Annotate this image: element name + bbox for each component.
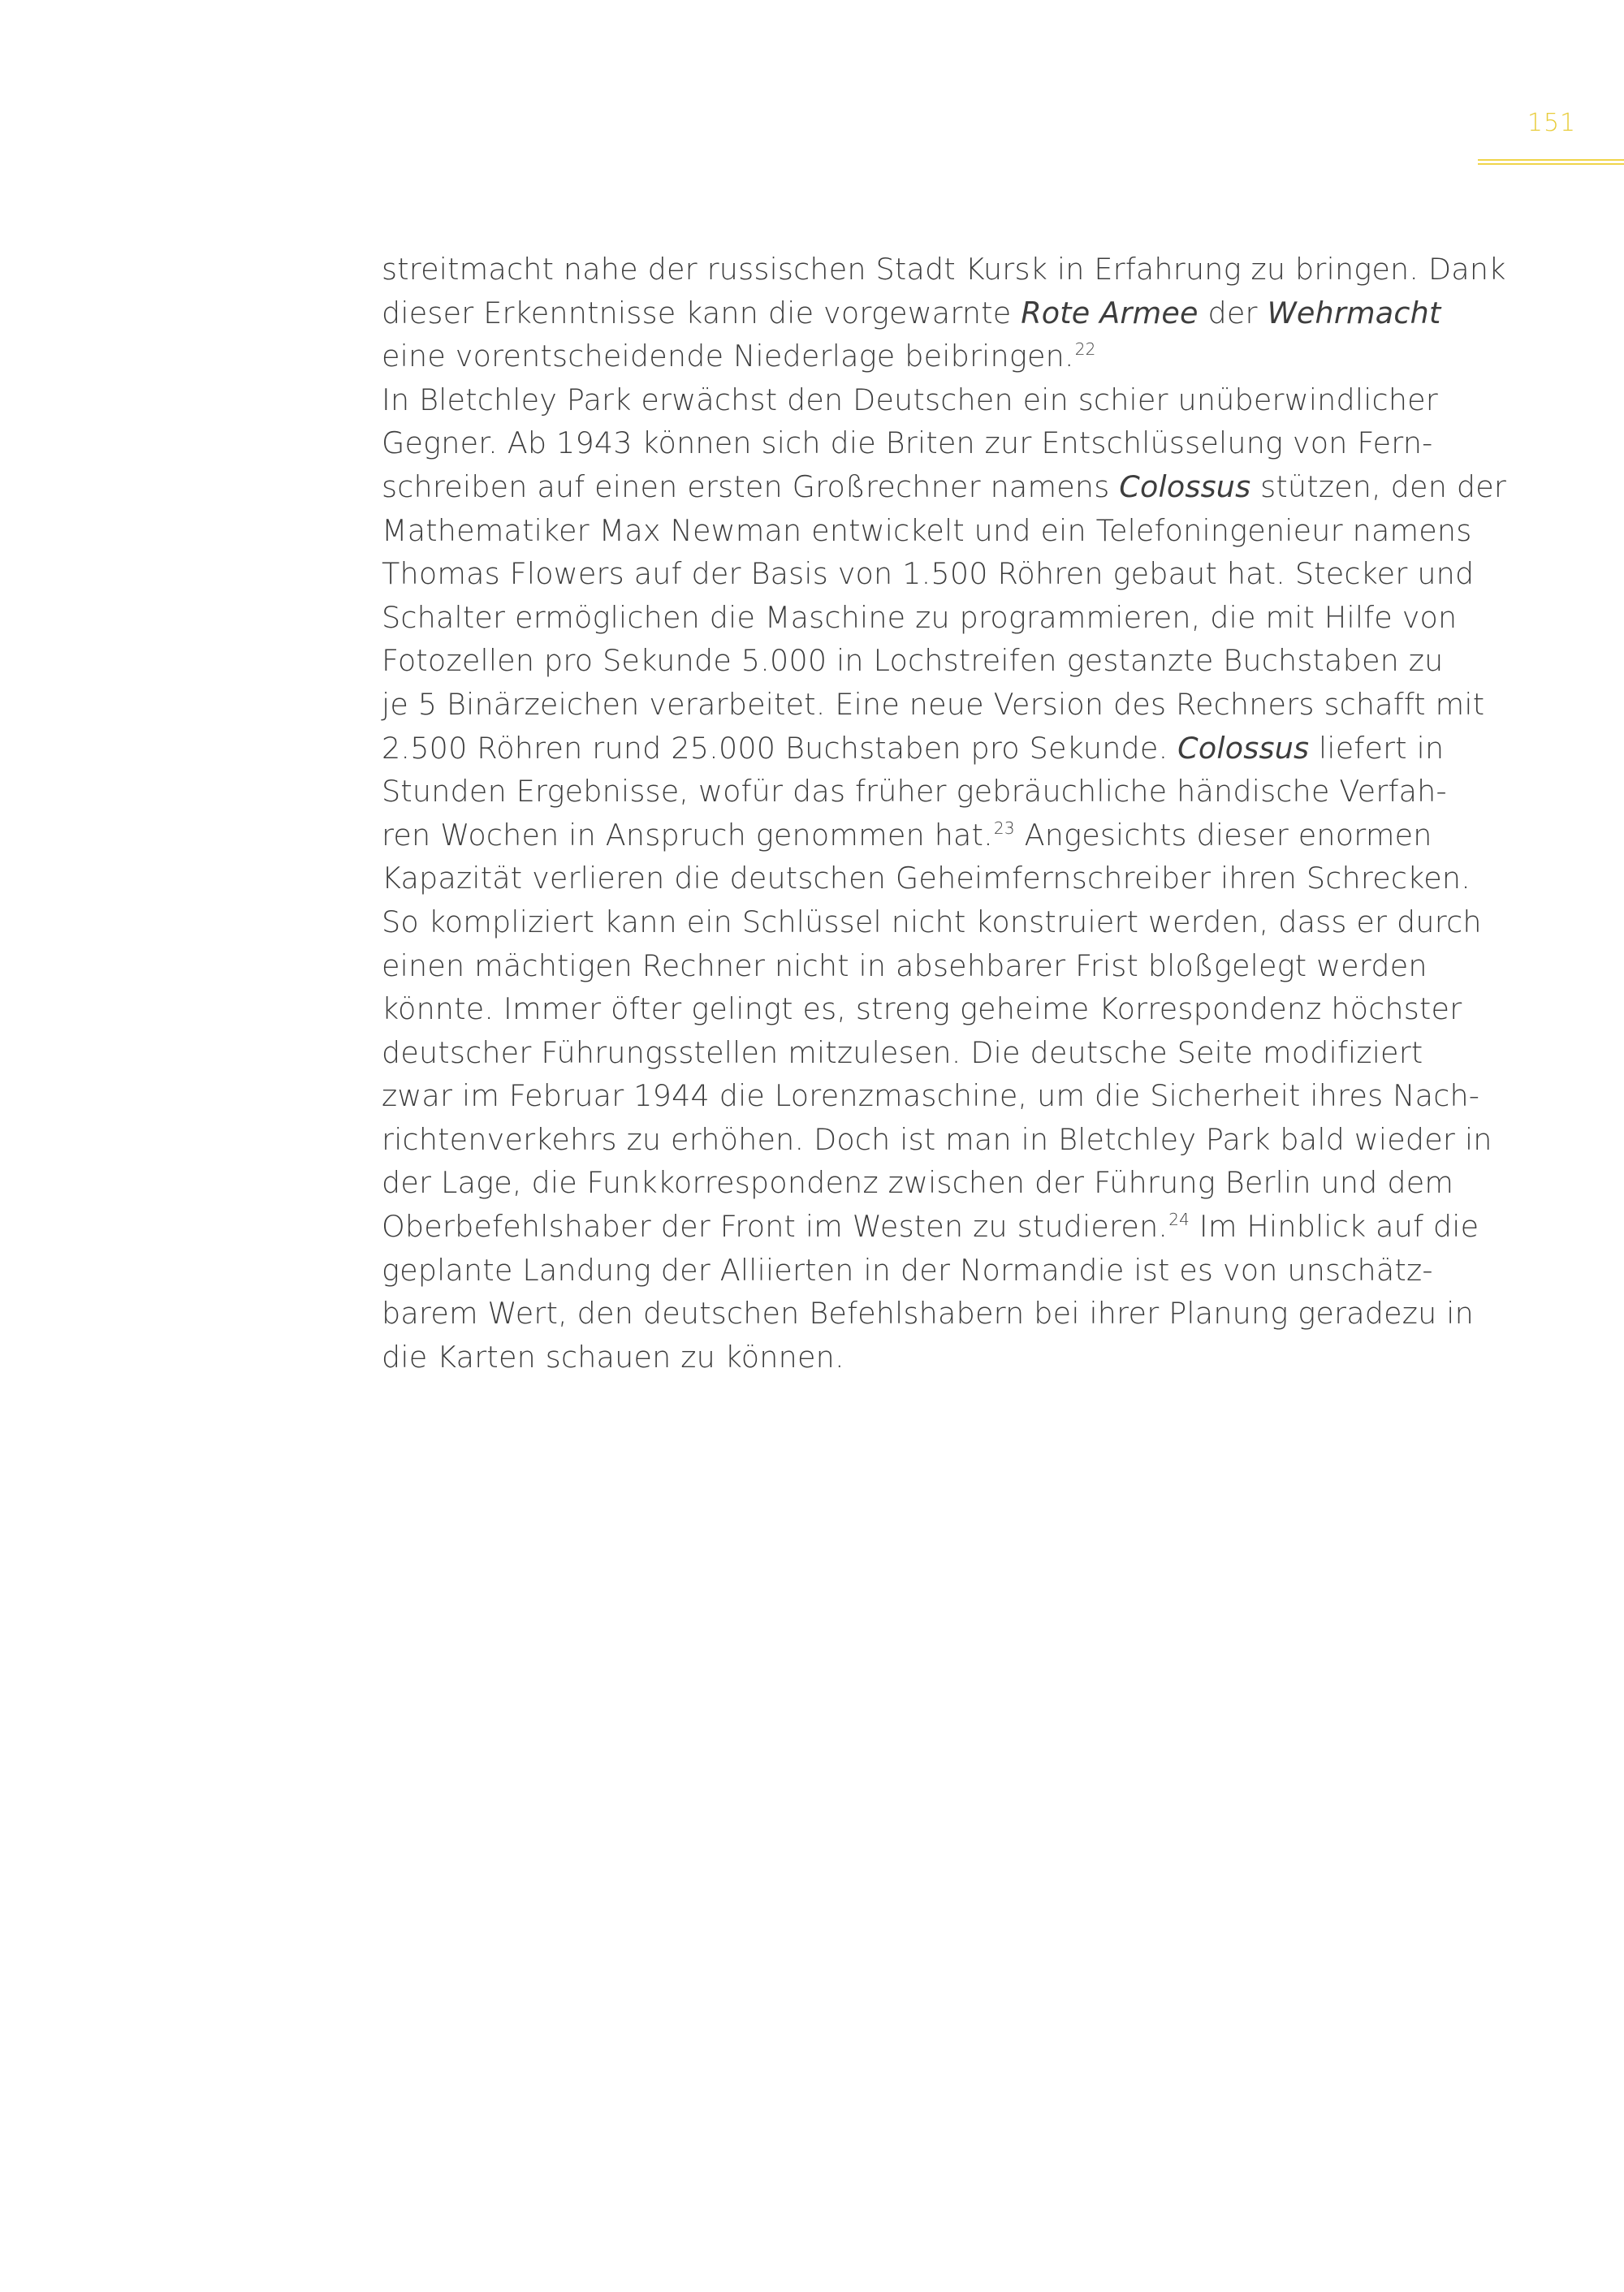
text-line	[382, 900, 1486, 944]
footnote-ref: 23	[993, 818, 1015, 838]
text-run: 2.500 Röhren rund 25.000 Buchstaben pro Sekunde.	[382, 730, 1178, 766]
text-line	[382, 683, 1486, 727]
text-line	[382, 1118, 1492, 1162]
italic-term: Rote Armee	[1021, 295, 1199, 330]
text-line	[382, 378, 1486, 422]
text-run: Im Hinblick auf die	[1190, 1209, 1479, 1245]
text-run: Kapazität verlieren die deutschen Geheimfernschreiber ihren Schrecken.	[382, 861, 1471, 896]
text-run: zwar im Februar 1944 die Lorenzmaschine, um die Sicherheit ihres Nach-	[382, 1078, 1480, 1114]
text-run: So kompliziert kann ein Schlüssel nicht konstruiert werden, dass er durch	[382, 904, 1482, 939]
text-run: schreiben auf einen ersten Großrechner namens	[382, 468, 1120, 504]
text-line	[382, 421, 1486, 465]
text-run: die Karten schauen zu können.	[382, 1339, 844, 1375]
text-run: stützen, den der	[1250, 468, 1507, 504]
text-run: liefert in	[1309, 730, 1445, 766]
text-run: der Lage, die Funkkorrespondenz zwischen der Führung Berlin und dem	[382, 1165, 1454, 1201]
text-line	[382, 291, 1486, 335]
footnote-ref: 24	[1168, 1210, 1190, 1230]
italic-term: Colossus	[1177, 730, 1310, 766]
page-number-rule	[1478, 159, 1624, 165]
text-run: streitmacht nahe der russischen Stadt Kursk in Erfahrung zu bringen. Dank	[382, 252, 1506, 287]
text-line	[382, 727, 1486, 770]
text-run: Thomas Flowers auf der Basis von 1.500 Röhren gebaut hat. Stecker und	[382, 556, 1475, 592]
text-run: Schalter ermöglichen die Maschine zu programmieren, die mit Hilfe von	[382, 599, 1458, 635]
text-line	[382, 465, 1507, 509]
text-line	[382, 1292, 1486, 1336]
italic-term: Wehrmacht	[1267, 295, 1441, 330]
text-line	[382, 987, 1486, 1031]
text-run: In Bletchley Park erwächst den Deutschen ein schier unüberwindlicher	[382, 382, 1439, 417]
text-run: Mathematiker Max Newman entwickelt und ein Telefoningenieur namens	[382, 512, 1472, 548]
text-line	[382, 770, 1486, 814]
text-run: Oberbefehlshaber der Front im Westen zu studieren.	[382, 1209, 1168, 1245]
text-run: richtenverkehrs zu erhöhen. Doch ist man in Bletchley Park bald wieder in	[382, 1121, 1492, 1157]
text-run: ren Wochen in Anspruch genommen hat.	[382, 817, 993, 852]
text-run: dieser Erkenntnisse kann die vorgewarnte	[382, 295, 1021, 330]
text-run: könnte. Immer öfter gelingt es, streng geheime Korrespondenz höchster	[382, 991, 1462, 1027]
text-run: je 5 Binärzeichen verarbeitet. Eine neue Version des Rechners schafft mit	[382, 686, 1485, 722]
text-line	[382, 857, 1486, 900]
text-line	[382, 944, 1486, 988]
text-line	[382, 1161, 1486, 1205]
text-run: geplante Landung der Alliierten in der Normandie ist es von unschätz-	[382, 1252, 1433, 1288]
body-text	[382, 248, 1507, 1379]
text-run: Gegner. Ab 1943 können sich die Briten zur Entschlüsselung von Fern-	[382, 425, 1433, 461]
page-number: 151	[1527, 109, 1577, 137]
text-line	[382, 552, 1486, 596]
text-line	[382, 639, 1486, 683]
text-run: deutscher Führungsstellen mitzulesen. Die deutsche Seite modifiziert	[382, 1034, 1423, 1070]
text-line	[382, 1336, 1486, 1379]
text-line	[382, 1249, 1486, 1293]
text-run: einen mächtigen Rechner nicht in absehbarer Frist bloßgelegt werden	[382, 947, 1427, 983]
text-line	[382, 596, 1486, 640]
text-run: Fotozellen pro Sekunde 5.000 in Lochstreifen gestanzte Buchstaben zu	[382, 643, 1444, 679]
text-line	[382, 1031, 1486, 1075]
text-run: Angesichts dieser enormen	[1014, 817, 1432, 852]
text-line	[382, 248, 1506, 291]
text-run: der	[1198, 295, 1268, 330]
text-line	[382, 509, 1486, 553]
text-line	[382, 814, 1486, 857]
text-line	[382, 1205, 1486, 1249]
text-run: eine vorentscheidende Niederlage beibringen.	[382, 339, 1074, 374]
footnote-ref: 22	[1074, 339, 1096, 360]
text-line	[382, 1074, 1486, 1118]
italic-term: Colossus	[1119, 468, 1251, 504]
text-line	[382, 335, 1486, 378]
text-run: Stunden Ergebnisse, wofür das früher gebräuchliche händische Verfah-	[382, 774, 1447, 809]
text-run: barem Wert, den deutschen Befehlshabern bei ihrer Planung geradezu in	[382, 1296, 1474, 1332]
